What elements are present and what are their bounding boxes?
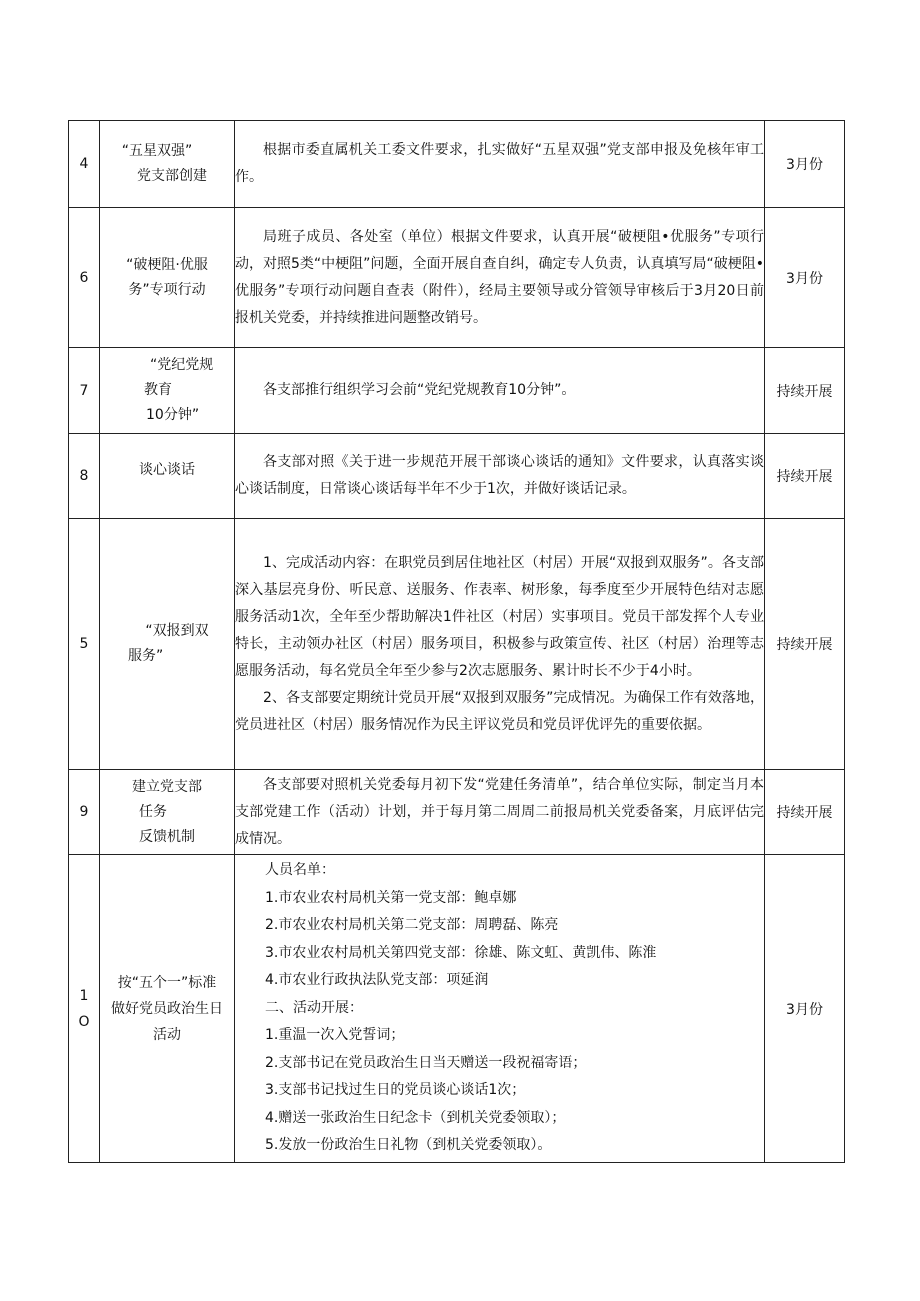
row-number: 9 bbox=[69, 770, 100, 855]
task-content bbox=[235, 348, 765, 434]
task-name bbox=[100, 121, 235, 208]
task-name-line: 做好党员政治生日 bbox=[111, 1000, 223, 1017]
table-row bbox=[69, 348, 845, 434]
task-content bbox=[235, 121, 765, 208]
row-number: 8 bbox=[69, 434, 100, 519]
task-name-line: 活动 bbox=[153, 1026, 181, 1043]
row-number: 5 bbox=[69, 519, 100, 770]
list-item: 3.支部书记找过生日的党员谈心谈话1次； bbox=[265, 1082, 526, 1099]
time-cell: 持续开展 bbox=[765, 519, 845, 770]
task-name-line: 谈心谈话 bbox=[139, 461, 195, 478]
task-name-line: “党纪党规 bbox=[150, 357, 214, 373]
table-row bbox=[69, 855, 845, 1163]
content-paragraph: 各支部要对照机关党委每月初下发“党建任务清单”，结合单位实际，制定当月本支部党建工作（活动）计划，并于每月第二周周二前报局机关党委备案，月底评估完成情况。 bbox=[235, 776, 764, 847]
task-name-line: 任务 bbox=[139, 803, 167, 820]
task-content bbox=[235, 519, 765, 770]
list-item: 4.赠送一张政治生日纪念卡（到机关党委领取）； bbox=[265, 1109, 566, 1126]
row-number: 4 bbox=[69, 121, 100, 208]
list-item: 1.市农业农村局机关第一党支部：鲍卓娜 bbox=[265, 889, 517, 906]
task-content bbox=[235, 855, 765, 1163]
content-paragraph: 1、完成活动内容：在职党员到居住地社区（村居）开展“双报到双服务”。各支部深入基层亮身份、听民意、送服务、作表率、树形象，每季度至少开展特色结对志愿服务活动1次，全年至少帮助解决1件社区（村居）实事项目。党员干部发挥个人专业特长，主动领办社区（村居）服务项目，积极参与政策宣传、社区（村居）治理等志愿服务活动，每名党员全年至少参与2次志愿服务、累计时长不少于4小时。 bbox=[235, 554, 764, 679]
row-number: 7 bbox=[69, 348, 100, 434]
time-cell: 3月份 bbox=[765, 208, 845, 348]
table-row bbox=[69, 434, 845, 519]
list-item: 人员名单： bbox=[265, 862, 335, 879]
table-row bbox=[69, 770, 845, 855]
task-name bbox=[100, 208, 235, 348]
row-number-part: O bbox=[78, 1013, 90, 1030]
time-cell: 3月份 bbox=[765, 121, 845, 208]
row-number: 6 bbox=[69, 208, 100, 348]
task-name-line: 建立党支部 bbox=[132, 778, 202, 795]
task-name bbox=[100, 519, 235, 770]
list-item: 2.支部书记在党员政治生日当天赠送一段祝福寄语； bbox=[265, 1054, 587, 1071]
row-number bbox=[69, 855, 100, 1163]
task-name-line: “破梗阻·优服 bbox=[126, 256, 208, 273]
list-item: 3.市农业农村局机关第四党支部：徐雄、陈文虹、黄凯伟、陈淮 bbox=[265, 944, 657, 961]
content-paragraph: 局班子成员、各处室（单位）根据文件要求，认真开展“破梗阻•优服务”专项行动，对照5类“中梗阻”问题，全面开展自查自纠，确定专人负责，认真填写局“破梗阻•优服务”专项行动问题自查表（附件），经局主要领导或分管领导审核后于3月20日前报机关党委，并持续推进问题整改销号。 bbox=[235, 228, 764, 326]
task-name bbox=[100, 348, 235, 434]
task-name bbox=[100, 434, 235, 519]
task-name-line: 务”专项行动 bbox=[128, 281, 206, 298]
task-content bbox=[235, 208, 765, 348]
task-name-line: 服务” bbox=[128, 648, 164, 664]
content-paragraph: 根据市委直属机关工委文件要求，扎实做好“五星双强”党支部申报及免核年审工作。 bbox=[235, 142, 764, 185]
task-content bbox=[235, 434, 765, 519]
time-cell: 持续开展 bbox=[765, 348, 845, 434]
time-cell: 持续开展 bbox=[765, 770, 845, 855]
list-item: 5.发放一份政治生日礼物（到机关党委领取）。 bbox=[265, 1137, 552, 1154]
task-name bbox=[100, 855, 235, 1163]
list-item: 2.市农业农村局机关第二党支部：周聘磊、陈亮 bbox=[265, 917, 559, 934]
time-cell: 3月份 bbox=[765, 855, 845, 1163]
task-name-line: 教育 bbox=[144, 382, 172, 398]
table-row bbox=[69, 519, 845, 770]
time-cell: 持续开展 bbox=[765, 434, 845, 519]
task-name-line: 党支部创建 bbox=[137, 168, 207, 184]
row-number-part: 1 bbox=[79, 987, 89, 1004]
list-item: 4.市农业行政执法队党支部：项延润 bbox=[265, 972, 489, 989]
task-name-line: 按“五个一”标准 bbox=[117, 974, 217, 991]
party-work-plan-table bbox=[68, 120, 845, 1163]
table-row bbox=[69, 121, 845, 208]
content-paragraph: 2、各支部要定期统计党员开展“双报到双服务”完成情况。为确保工作有效落地，党员进社区（村居）服务情况作为民主评议党员和党员评优评先的重要依据。 bbox=[235, 689, 764, 733]
table-row bbox=[69, 208, 845, 348]
content-paragraph: 各支部对照《关于进一步规范开展干部谈心谈话的通知》文件要求，认真落实谈心谈话制度，日常谈心谈话每半年不少于1次，并做好谈话记录。 bbox=[235, 454, 764, 497]
list-item: 1.重温一次入党誓词； bbox=[265, 1027, 405, 1044]
content-paragraph: 各支部推行组织学习会前“党纪党规教育10分钟”。 bbox=[263, 382, 576, 398]
task-name-line: 反馈机制 bbox=[139, 828, 195, 845]
task-content bbox=[235, 770, 765, 855]
list-item: 二、活动开展： bbox=[265, 999, 363, 1016]
task-name bbox=[100, 770, 235, 855]
task-name-line: 10分钟” bbox=[146, 407, 200, 423]
task-name-line: “双报到双 bbox=[145, 623, 209, 639]
task-name-line: “五星双强” bbox=[121, 143, 193, 159]
